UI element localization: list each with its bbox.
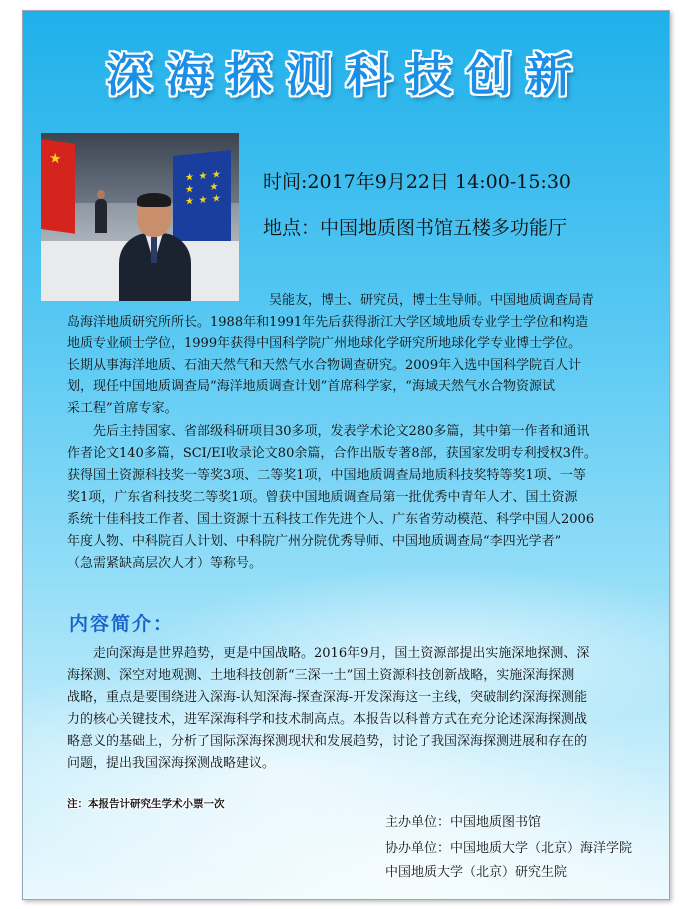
bio-line: 岛海洋地质研究所所长。1988年和1991年先后获得浙江大学区域地质专业学士学位和构造 bbox=[67, 315, 589, 330]
section-title: 内容简介： bbox=[69, 613, 175, 635]
bio-line: 地质专业硕士学位，1999年获得中国科学院广州地球化学研究所地球化学专业博士学位。 bbox=[67, 336, 582, 351]
bio-line: 先后主持国家、省部级科研项目30多项，发表学术论文280多篇，其中第一作者和通讯 bbox=[67, 424, 590, 439]
intro-line: 海探测、深空对地观测、土地科技创新“三深一土”国土资源科技创新战略，实施深海探测 bbox=[67, 668, 575, 683]
intro-line: 战略，重点是要围绕进入深海-认知深海-探查深海-开发深海这一主线，突破制约深海探测能 bbox=[67, 690, 588, 705]
event-poster bbox=[22, 10, 670, 900]
co-organizer: 协办单位：中国地质大学（北京）海洋学院 bbox=[385, 841, 633, 856]
bio-line: （急需紧缺高层次人才）等称号。 bbox=[67, 556, 263, 571]
bio-line: 长期从事海洋地质、石油天然气和天然气水合物调查研究。2009年入选中国科学院百人计 bbox=[67, 358, 582, 373]
background-person bbox=[95, 199, 107, 233]
speaker-hair bbox=[137, 193, 171, 207]
bio-line: 吴能友，博士、研究员，博士生导师。中国地质调查局青 bbox=[269, 293, 595, 308]
bio-line: 划，现任中国地质调查局“海洋地质调查计划”首席科学家，“海域天然气水合物资源试 bbox=[67, 379, 555, 394]
intro-line: 力的核心关键技术，进军深海科学和技术制高点。本报告以科普方式在充分论述深海探测战 bbox=[67, 712, 588, 727]
intro-line: 走向深海是世界趋势，更是中国战略。2016年9月，国土资源部提出实施深地探测、深 bbox=[67, 646, 590, 661]
bio-line: 年度人物、中科院百人计划、中科院广州分院优秀导师、中国地质调查局“李四光学者” bbox=[67, 534, 562, 549]
bio-line: 作者论文140多篇，SCI/EI收录论文80余篇，合作出版专著8部，获国家发明专利授权3件。 bbox=[67, 446, 597, 461]
bio-line: 获得国土资源科技奖一等奖3项、二等奖1项，中国地质调查局地质科技奖特等奖1项、一等 bbox=[67, 468, 586, 483]
organizer: 主办单位：中国地质图书馆 bbox=[385, 815, 542, 830]
intro-line: 略意义的基础上，分析了国际深海探测现状和发展趋势，讨论了我国深海探测进展和存在的 bbox=[67, 734, 588, 749]
eu-flag-icon: ★ ★ ★ ★ ★ ★ ★ ★ bbox=[173, 150, 231, 248]
china-flag-icon: ★ bbox=[41, 138, 75, 234]
speaker-photo bbox=[41, 133, 239, 301]
bio-line: 奖1项，广东省科技奖二等奖1项。曾获中国地质调查局第一批优秀中青年人才、国土资源 bbox=[67, 490, 578, 505]
credit-note: 注：本报告计研究生学术小票一次 bbox=[67, 798, 225, 810]
event-place: 地点：中国地质图书馆五楼多功能厅 bbox=[263, 217, 568, 239]
event-time: 时间:2017年9月22日 14:00-15:30 bbox=[263, 171, 571, 193]
poster-title: 深海探测科技创新 bbox=[106, 48, 586, 102]
bio-line: 采工程”首席专家。 bbox=[67, 401, 178, 416]
speaker-tie bbox=[151, 237, 157, 263]
bio-line: 系统十佳科技工作者、国土资源十五科技工作先进个人、广东省劳动模范、科学中国人2006 bbox=[67, 512, 595, 527]
co-organizer: 中国地质大学（北京）研究生院 bbox=[385, 865, 568, 880]
intro-line: 问题，提出我国深海探测战略建议。 bbox=[67, 756, 276, 771]
